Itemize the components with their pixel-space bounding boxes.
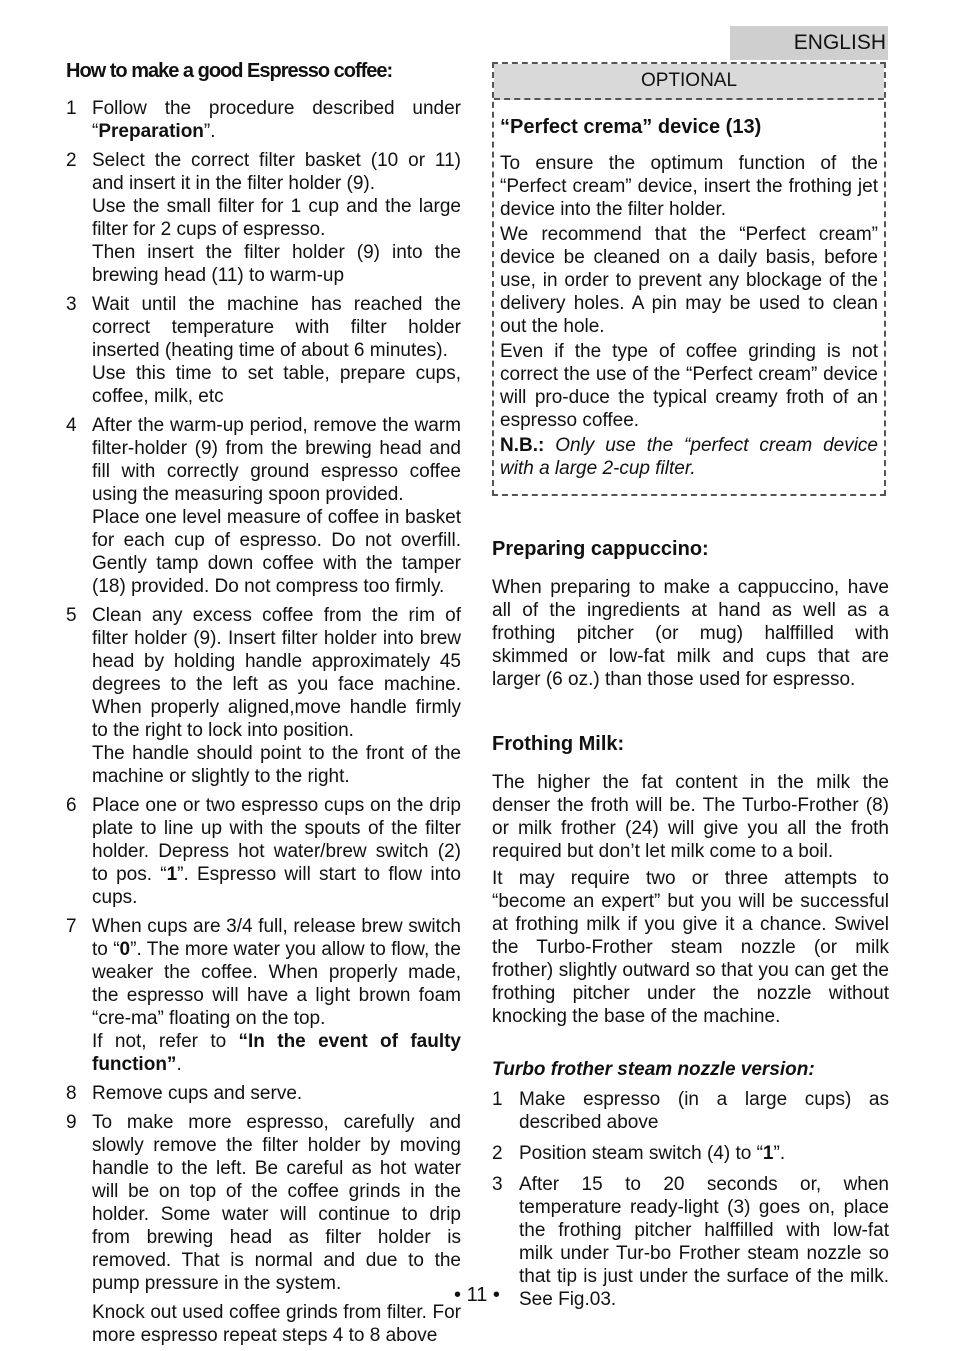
frothing-para-2: It may require two or three attempts to “become an expert” but you will be successful at frothing milk if you give it a chance. Swivel the Turbo-Frother steam nozzle (or milk frother) slightly outward so that you can get the frothing pitcher under the nozzle without knocking the base of the machine. — [492, 868, 889, 1027]
step-2: 2 Select the correct filter basket (10 or 11) and insert it in the filter holder (9). Use the small filter for 1 cup and the large filter for 2 cups of espresso. Then insert the filter holder (9) into the brewing head (11) to warm-up — [66, 150, 461, 286]
nb-note: N.B.: Only use the “perfect cream device with a large 2-cup filter. — [500, 435, 878, 479]
turbo-step-2: 2 Position steam switch (4) to “1”. — [492, 1143, 786, 1164]
optional-para-3: Even if the type of coffee grinding is not correct the use of the “Perfect cream” device will pro-duce the typical creamy froth of an espresso coffee. — [500, 341, 878, 431]
espresso-steps — [66, 97, 461, 1295]
step-6: 6 Place one or two espresso cups on the drip plate to line up with the spouts of the filter holder. Depress hot water/brew switch (2) to pos. “1”. Espresso will start to flow into cups. — [66, 795, 461, 908]
step-7: 7 When cups are 3/4 full, release brew switch to “0”. The more water you allow to flow, the weaker the coffee. When properly made, the espresso will have a light brown foam “cre-ma” floating on the top. If not, refer to “In the event of faulty function”. — [66, 916, 461, 1075]
frothing-para-1: The higher the fat content in the milk the denser the froth will be. The Turbo-Frother (8) or milk frother (24) will give you all the froth required but don’t let milk come to a boil. — [492, 772, 889, 862]
step-8: 8 Remove cups and serve. — [66, 1083, 303, 1104]
step-1: 1 Follow the procedure described under “Preparation”. — [66, 98, 461, 142]
step-4: 4 After the warm-up period, remove the warm filter-holder (9) from the brewing head and fill with correctly ground espresso coffee using the measuring spoon provided. Place one level measure of coffee in basket for each cup of espresso. Do not overfill. Gently tamp down coffee with the tamper (18) provided. Do not compress too firmly. — [66, 415, 461, 597]
step-9: 9 To make more espresso, carefully and slowly remove the filter holder by moving handle to the left. Be careful as hot water will be on top of the coffee grinds in the holder. Some water will continue to drip from brewing head as filter holder is removed. That is normal and due to the pump pressure in the system. — [66, 1112, 461, 1294]
optional-label: OPTIONAL — [494, 64, 884, 100]
cappuccino-heading: Preparing cappuccino: — [492, 538, 709, 560]
step-5: 5 Clean any excess coffee from the rim of filter holder (9). Insert filter holder into brew head by holding handle approximately 45 degrees to the left as you face machine. When properly aligned,move handle firmly to the right to lock into position. The handle should point to the front of the machine or slightly to the right. — [66, 605, 461, 787]
step-3: 3 Wait until the machine has reached the correct temperature with filter holder inserted (heating time of about 6 minutes). Use this time to set table, prepare cups, coffee, milk, etc — [66, 294, 461, 407]
page-number: • 11 • — [454, 1284, 500, 1306]
optional-para-1: To ensure the optimum function of the “Perfect cream” device, insert the frothing jet device into the filter holder. — [500, 153, 878, 220]
perfect-crema-title: “Perfect crema” device (13) — [500, 116, 762, 138]
optional-box — [492, 62, 886, 496]
turbo-steps — [492, 1088, 889, 1311]
turbo-step-1: 1 Make espresso (in a large cups) as described above — [492, 1089, 889, 1133]
optional-para-2: We recommend that the “Perfect cream” device be cleaned on a daily basis, before use, in order to prevent any blockage of the delivery holes. A pin may be used to clean out the hole. — [500, 224, 878, 337]
language-tab: ENGLISH — [730, 26, 888, 60]
right-column — [492, 62, 889, 1319]
turbo-heading: Turbo frother steam nozzle version: — [492, 1059, 815, 1080]
left-column — [66, 58, 461, 1347]
turbo-step-3: 3 After 15 to 20 seconds or, when temperature ready-light (3) goes on, place the frothing pitcher halffilled with low-fat milk under Tur-bo Frother steam nozzle so that tip is just under the surface of the milk. See Fig.03. — [492, 1174, 889, 1310]
espresso-heading: How to make a good Espresso coffee: — [66, 60, 393, 82]
cappuccino-text: When preparing to make a cappuccino, have all of the ingredients at hand as well as a frothing pitcher (or mug) halffilled with skimmed or low-fat milk and cups that are larger (6 oz.) than those used for espresso. — [492, 577, 889, 690]
closing-note: Knock out used coffee grinds from filter. For more espresso repeat steps 4 to 8 above — [92, 1302, 461, 1346]
frothing-heading: Frothing Milk: — [492, 733, 625, 755]
